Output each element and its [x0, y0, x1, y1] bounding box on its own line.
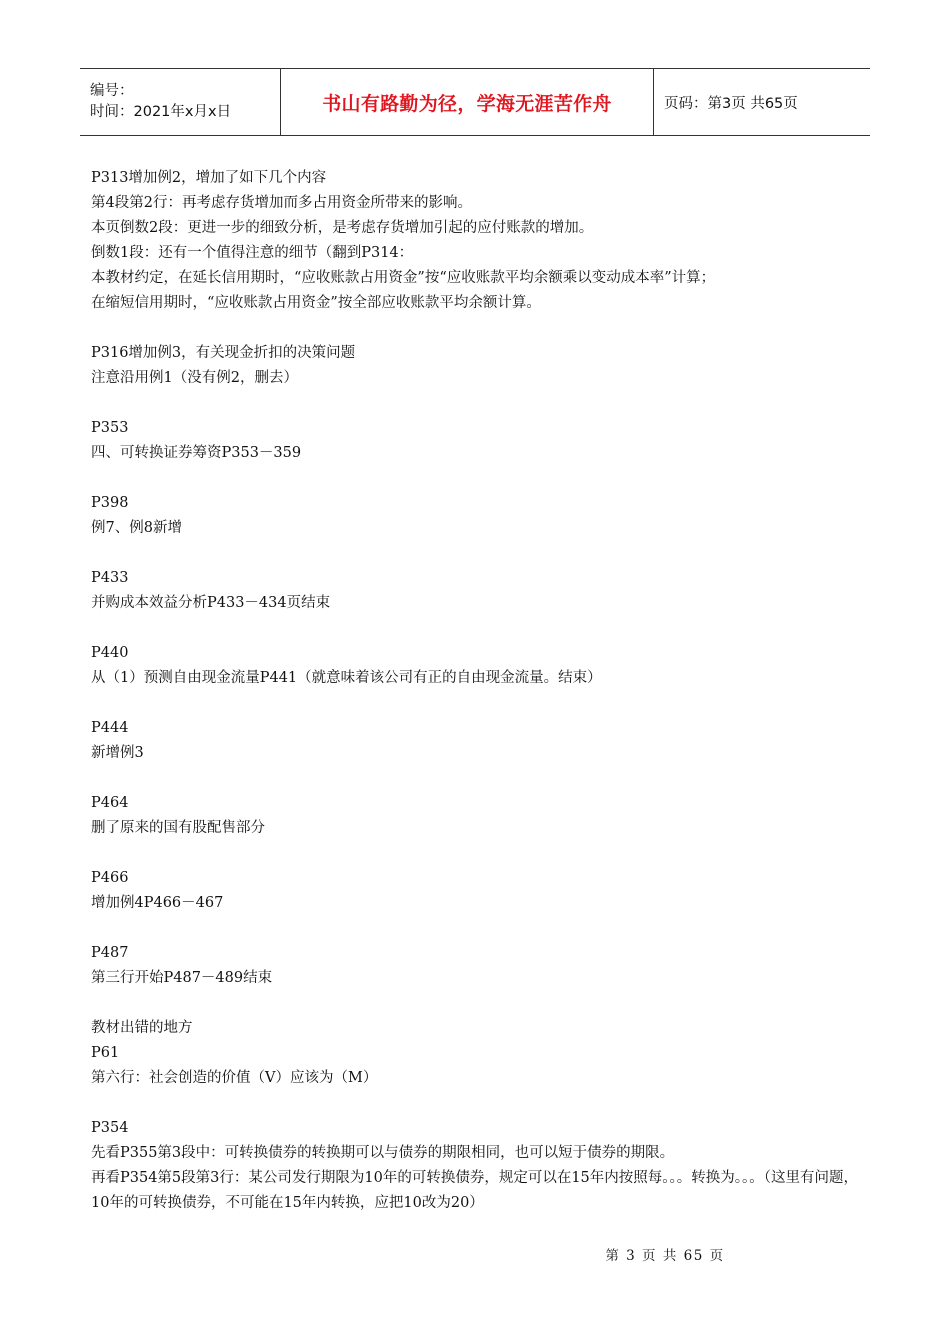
body-line: P487 [91, 945, 129, 961]
blank-line [91, 916, 876, 941]
body-line: 从（1）预测自由现金流量P441（就意味着该公司有正的自由现金流量。结束） [91, 670, 602, 686]
body-line: P398 [91, 495, 129, 511]
body-line: P440 [91, 645, 129, 661]
body-line: 四、可转换证券筹资P353－359 [91, 445, 302, 461]
blank-line [91, 691, 876, 716]
header-page-info: 页码：第3页 共65页 [664, 95, 798, 112]
page-footer: 第 3 页 共 65 页 [605, 1248, 725, 1264]
body-line: 先看P355第3段中：可转换债券的转换期可以与债券的期限相同，也可以短于债券的期限。 [91, 1145, 675, 1161]
body-line: 倒数1段：还有一个值得注意的细节（翻到P314： [91, 245, 414, 261]
body-line: 第三行开始P487－489结束 [91, 970, 273, 986]
blank-line [91, 391, 876, 416]
blank-line [91, 1091, 876, 1116]
body-line: P313增加例2，增加了如下几个内容 [91, 170, 327, 186]
document-date: 时间：2021年x月x日 [90, 104, 232, 120]
body-line: P353 [91, 420, 129, 436]
blank-line [91, 541, 876, 566]
blank-line [91, 466, 876, 491]
body-line: P61 [91, 1045, 120, 1061]
blank-line [91, 841, 876, 866]
body-line: 第4段第2行：再考虑存货增加而多占用资金所带来的影响。 [91, 195, 472, 211]
body-line: 例7、例8新增 [91, 520, 182, 536]
section-heading: 教材出错的地方 [91, 1020, 193, 1036]
header-motto: 书山有路勤为径，学海无涯苦作舟 [281, 69, 654, 135]
blank-line [91, 616, 876, 641]
body-line: 注意沿用例1（没有例2，删去） [91, 370, 298, 386]
body-line: 在缩短信用期时，“应收账款占用资金”按全部应收账款平均余额计算。 [91, 295, 541, 311]
blank-line [91, 766, 876, 791]
body-line: 第六行：社会创造的价值（V）应该为（M） [91, 1070, 378, 1086]
body-line: 增加例4P466－467 [91, 895, 224, 911]
page-header [80, 68, 870, 136]
body-line: 本页倒数2段：更进一步的细致分析，是考虑存货增加引起的应付账款的增加。 [91, 220, 594, 236]
body-line: P433 [91, 570, 129, 586]
document-body [91, 166, 876, 1216]
body-line: 本教材约定，在延长信用期时，“应收账款占用资金”按“应收账款平均余额乘以变动成本率”计算； [91, 270, 716, 286]
body-line: 新增例3 [91, 745, 144, 761]
document-number-label: 编号： [90, 83, 134, 99]
blank-line [91, 316, 876, 341]
body-line: 并购成本效益分析P433－434页结束 [91, 595, 331, 611]
body-line: P464 [91, 795, 129, 811]
body-line: P354 [91, 1120, 129, 1136]
body-line: P444 [91, 720, 129, 736]
header-meta [80, 69, 281, 135]
body-line: P466 [91, 870, 129, 886]
blank-line [91, 991, 876, 1016]
body-line: 删了原来的国有股配售部分 [91, 820, 265, 836]
body-paragraph: 再看P354第5段第3行：某公司发行期限为10年的可转换债券，规定可以在15年内按照每。。。转换为。。。（这里有问题，10年的可转换债券，不可能在15年内转换，应把10改为20） [91, 1170, 859, 1211]
body-line: P316增加例3，有关现金折扣的决策问题 [91, 345, 356, 361]
